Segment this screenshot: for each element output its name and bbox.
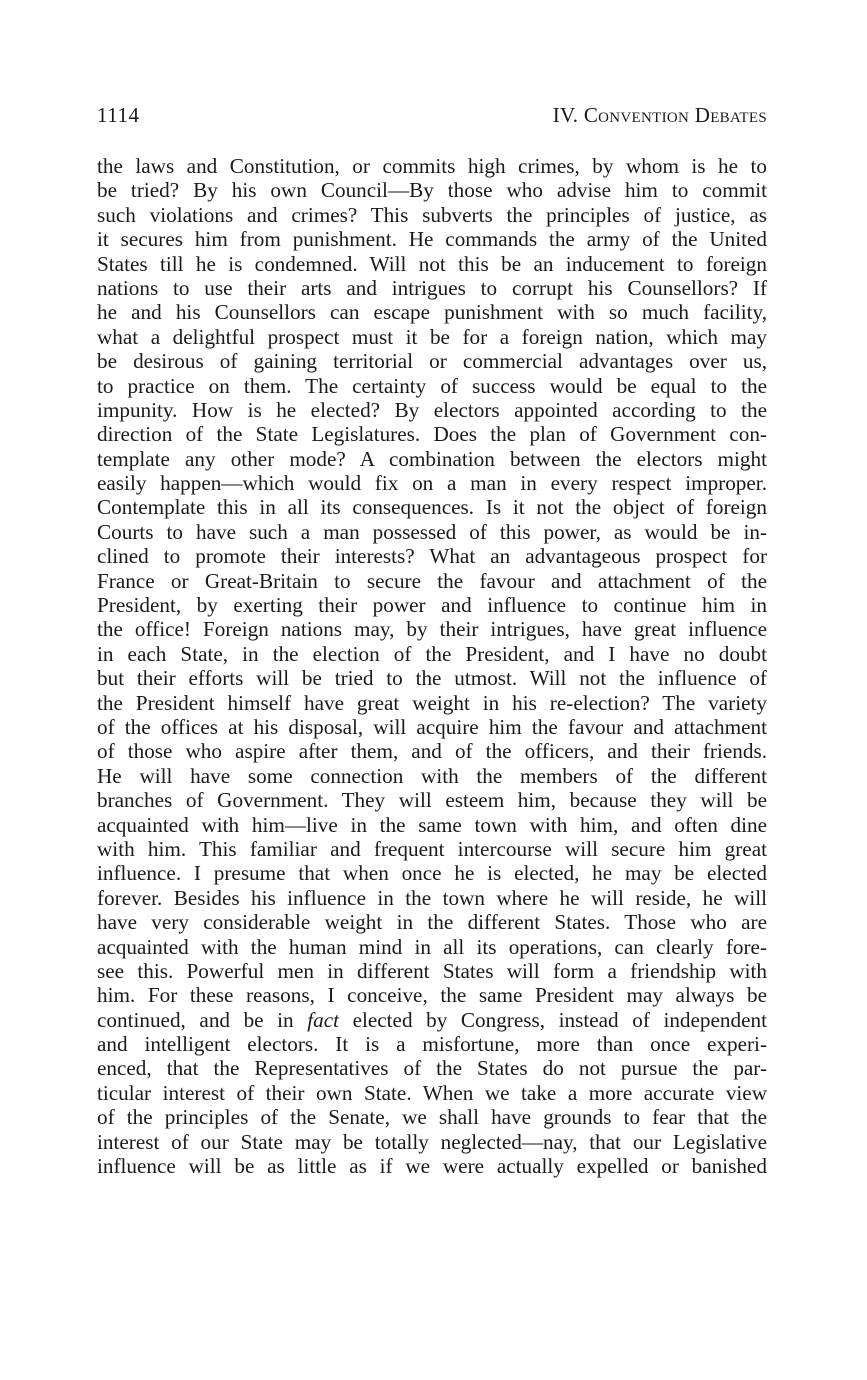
text-line: States till he is condemned. Will not this be an inducement to foreign: [97, 251, 767, 276]
text-line: be tried? By his own Council—By those who advise him to commit: [97, 178, 767, 203]
text-line: template any other mode? A combination between the electors might: [97, 446, 767, 471]
text-line-with-emphasis: [97, 1008, 767, 1032]
running-head-title: IV. Convention Debates: [552, 103, 767, 127]
text-segment: continued, and be in: [97, 1007, 308, 1032]
text-line: clined to promote their interests? What an advantageous prospect for: [97, 544, 767, 569]
emphasized-word: fact: [307, 1007, 339, 1032]
text-line: acquainted with the human mind in all its operations, can clearly fore-: [97, 934, 767, 959]
text-line: what a delightful prospect must it be for a foreign nation, which may: [97, 324, 767, 349]
text-line: of those who aspire after them, and of the officers, and their friends.: [97, 739, 767, 764]
text-line: with him. This familiar and frequent intercourse will secure him great: [97, 836, 767, 861]
text-line: easily happen—which would fix on a man in every respect improper.: [97, 471, 767, 496]
text-line: have very considerable weight in the different States. Those who are: [97, 910, 767, 935]
text-line: influence will be as little as if we were actually expelled or banished: [97, 1154, 767, 1179]
text-line: direction of the State Legislatures. Does the plan of Government con-: [97, 422, 767, 447]
text-line: he and his Counsellors can escape punishment with so much facility,: [97, 300, 767, 325]
text-line: the laws and Constitution, or commits high crimes, by whom is he to: [97, 154, 767, 178]
text-line: President, by exerting their power and influence to continue him in: [97, 593, 767, 618]
text-line: Contemplate this in all its consequences. Is it not the object of foreign: [97, 495, 767, 520]
page-number: 1114: [97, 103, 140, 127]
text-line: but their efforts will be tried to the utmost. Will not the influence of: [97, 666, 767, 691]
text-line: ticular interest of their own State. When we take a more accurate view: [97, 1080, 767, 1105]
running-head: [97, 103, 767, 133]
text-line: acquainted with him—live in the same town with him, and often dine: [97, 812, 767, 837]
text-line: him. For these reasons, I conceive, the same President may always be: [97, 983, 767, 1008]
text-line: impunity. How is he elected? By electors appointed according to the: [97, 397, 767, 422]
text-segment: elected by Congress, instead of independent: [339, 1007, 767, 1032]
text-line: nations to use their arts and intrigues to corrupt his Counsellors? If: [97, 275, 767, 300]
text-line: forever. Besides his influence in the town where he will reside, he will: [97, 885, 767, 910]
text-line: of the principles of the Senate, we shall have grounds to fear that the: [97, 1105, 767, 1130]
text-line: France or Great-Britain to secure the favour and attachment of the: [97, 568, 767, 593]
text-line: such violations and crimes? This subverts the principles of justice, as: [97, 202, 767, 227]
text-line: influence. I presume that when once he is elected, he may be elected: [97, 861, 767, 886]
text-line: to practice on them. The certainty of success would be equal to the: [97, 373, 767, 398]
text-line: enced, that the Representatives of the States do not pursue the par-: [97, 1056, 767, 1081]
text-line: it secures him from punishment. He commands the army of the United: [97, 227, 767, 252]
text-line: see this. Powerful men in different States will form a friendship with: [97, 958, 767, 983]
text-line: and intelligent electors. It is a misfortune, more than once experi-: [97, 1032, 767, 1057]
text-line: be desirous of gaining territorial or commercial advantages over us,: [97, 349, 767, 374]
text-line: Courts to have such a man possessed of this power, as would be in-: [97, 519, 767, 544]
body-text: [97, 154, 767, 1178]
text-line: the office! Foreign nations may, by their intrigues, have great influence: [97, 617, 767, 642]
text-line: interest of our State may be totally neglected—nay, that our Legislative: [97, 1129, 767, 1154]
text-line: branches of Government. They will esteem him, because they will be: [97, 788, 767, 813]
text-line: He will have some connection with the members of the different: [97, 763, 767, 788]
text-line: of the offices at his disposal, will acquire him the favour and attachment: [97, 714, 767, 739]
text-line: in each State, in the election of the President, and I have no doubt: [97, 641, 767, 666]
text-line: the President himself have great weight in his re-election? The variety: [97, 690, 767, 715]
